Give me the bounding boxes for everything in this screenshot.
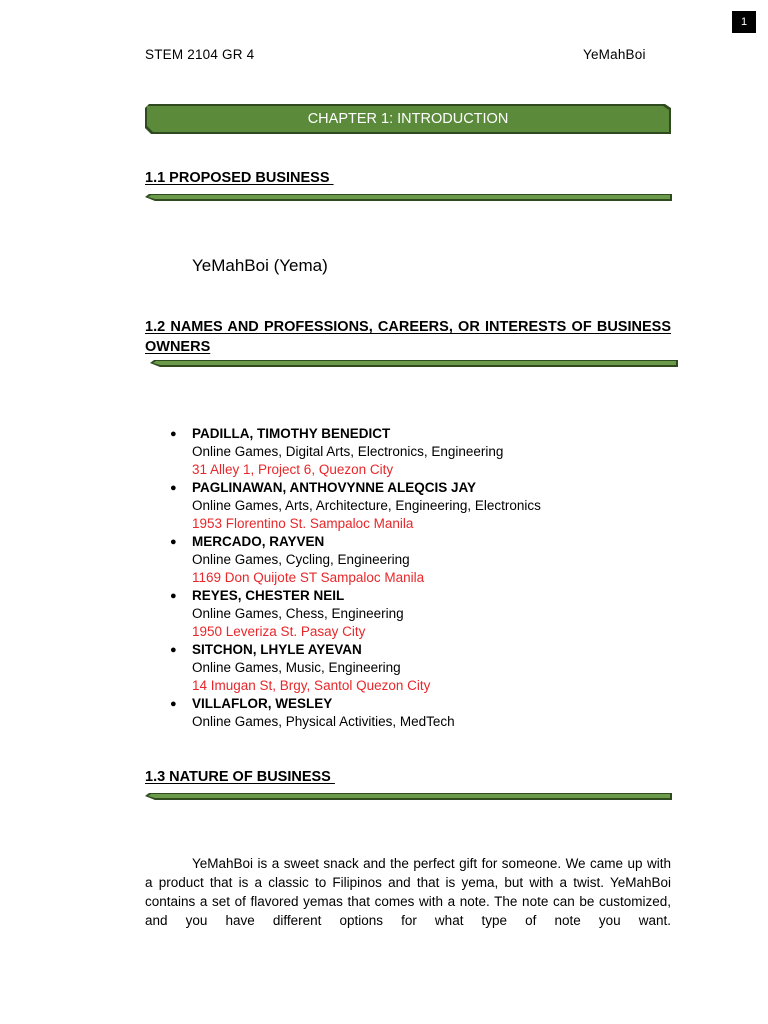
list-item [170,425,662,479]
nature-paragraph-text: YeMahBoi is a sweet snack and the perfect gift for someone. We came up with a product that is a classic to Filipinos and that is yema, but with a twist. YeMahBoi contains a set of flavored yemas that comes with a note. The note can be customized, and you have different options for what type of note you want. [145,856,671,928]
section-divider [145,194,672,202]
owner-address: 14 Imugan St, Brgy, Santol Quezon City [192,678,431,693]
list-item [170,695,662,731]
business-name: YeMahBoi (Yema) [192,256,328,275]
bullet-icon: ● [170,482,177,494]
list-item [170,641,662,695]
owner-address: 31 Alley 1, Project 6, Quezon City [192,462,394,477]
header-left: STEM 2104 GR 4 [145,47,255,62]
owner-interests: Online Games, Cycling, Engineering [192,552,410,567]
list-item [170,533,662,587]
owner-name: PAGLINAWAN, ANTHOVYNNE ALEQCIS JAY [192,480,477,495]
owners-list [170,425,662,731]
bullet-icon: ● [170,428,177,440]
section-heading-proposed-business: 1.1 PROPOSED BUSINESS [145,170,334,186]
owner-name: SITCHON, LHYLE AYEVAN [192,642,362,657]
section-divider [145,793,672,801]
chapter-banner [145,104,671,134]
owner-name: MERCADO, RAYVEN [192,534,325,549]
owner-interests: Online Games, Digital Arts, Electronics, Engineering [192,444,504,459]
nature-paragraph [145,854,671,930]
owner-address: 1950 Leveriza St. Pasay City [192,624,366,639]
chapter-title: CHAPTER 1: INTRODUCTION [307,111,509,127]
header-right: YeMahBoi [583,47,646,62]
page-number: 1 [732,11,756,33]
owner-name: PADILLA, TIMOTHY BENEDICT [192,426,391,441]
owner-name: REYES, CHESTER NEIL [192,588,345,603]
owner-interests: Online Games, Music, Engineering [192,660,401,675]
list-item [170,479,662,533]
list-item [170,587,662,641]
owner-address: 1169 Don Quijote ST Sampaloc Manila [192,570,425,585]
bullet-icon: ● [170,590,177,602]
section-divider [150,360,678,368]
bullet-icon: ● [170,536,177,548]
owner-interests: Online Games, Arts, Architecture, Engineering, Electronics [192,498,541,513]
section-heading-nature-of-business: 1.3 NATURE OF BUSINESS [145,769,335,785]
owner-interests: Online Games, Chess, Engineering [192,606,404,621]
section-heading-owners: 1.2 NAMES AND PROFESSIONS, CAREERS, OR INTERESTS OF BUSINESS OWNERS [145,319,671,355]
owner-name: VILLAFLOR, WESLEY [192,696,333,711]
bullet-icon: ● [170,698,177,710]
owner-interests: Online Games, Physical Activities, MedTech [192,714,455,729]
bullet-icon: ● [170,644,177,656]
owner-address: 1953 Florentino St. Sampaloc Manila [192,516,414,531]
